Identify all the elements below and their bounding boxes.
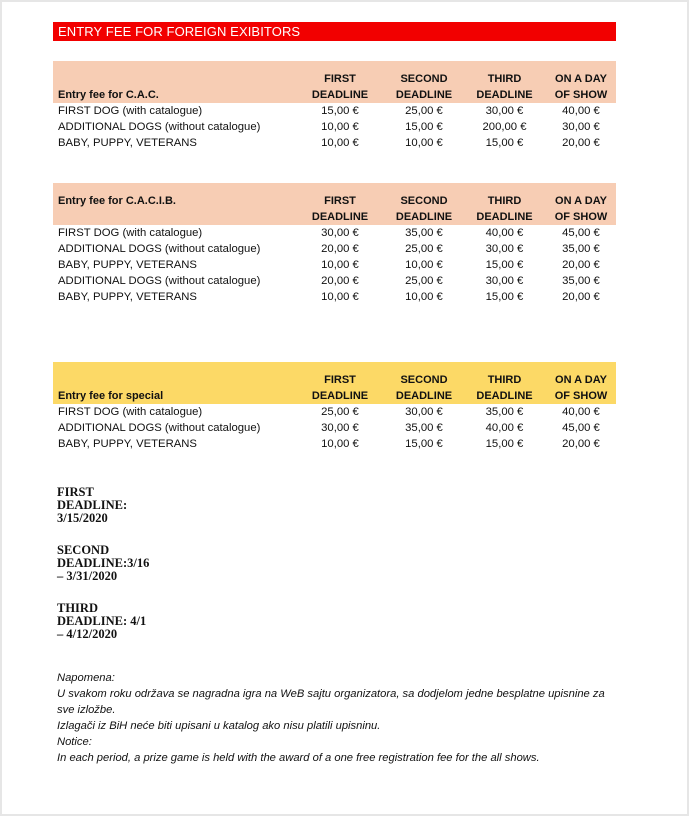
row-name: ADDITIONAL DOGS (without catalogue)	[58, 422, 261, 434]
deadline-line: THIRD	[57, 601, 98, 615]
col-show-line2: OF SHOW	[554, 211, 608, 223]
col-show-line2: OF SHOW	[554, 89, 608, 101]
header-pad-row	[53, 61, 616, 71]
col-first-line1: FIRST	[324, 73, 356, 85]
header-pad-row	[53, 183, 616, 193]
fee-second: 35,00 €	[405, 227, 443, 239]
col-show-line1: ON A DAY	[555, 195, 607, 207]
fee-second: 30,00 €	[405, 406, 443, 418]
col-second-line1: SECOND	[400, 195, 448, 207]
fee-third: 40,00 €	[485, 422, 524, 434]
header-row-1	[53, 193, 616, 209]
table-row	[53, 103, 616, 119]
row-name: FIRST DOG (with catalogue)	[58, 105, 203, 117]
header-row-2	[53, 388, 616, 404]
fee-show: 45,00 €	[562, 227, 600, 239]
fee-second: 10,00 €	[405, 137, 443, 149]
header-pad-row	[53, 362, 616, 372]
row-name: BABY, PUPPY, VETERANS	[58, 259, 197, 271]
col-third-line1: THIRD	[487, 73, 522, 85]
fee-third: 15,00 €	[485, 291, 524, 303]
fee-third: 15,00 €	[485, 438, 524, 450]
fee-table-cacib	[53, 183, 616, 305]
fee-first: 10,00 €	[321, 259, 359, 271]
deadline-line: DEADLINE: 4/1	[57, 614, 147, 628]
note-line: Izlagači iz BiH neće biti upisani u katalog ako nisu platili upisninu.	[57, 720, 381, 732]
deadline-line: SECOND	[57, 543, 110, 557]
fee-show: 30,00 €	[562, 121, 600, 133]
note-heading: Notice:	[57, 736, 92, 748]
deadline-line: – 4/12/2020	[57, 627, 118, 641]
col-third-line2: DEADLINE	[476, 211, 533, 223]
fee-show: 20,00 €	[562, 291, 600, 303]
fee-second: 10,00 €	[405, 259, 443, 271]
col-third-line1: THIRD	[487, 374, 522, 386]
col-first-line2: DEADLINE	[311, 390, 369, 402]
fee-show: 35,00 €	[562, 243, 600, 255]
note-line: In each period, a prize game is held with the award of a one free registration fee for the all shows.	[57, 752, 540, 764]
header-row-1	[53, 71, 616, 87]
col-third-line2: DEADLINE	[476, 89, 533, 101]
fee-show: 20,00 €	[562, 259, 600, 271]
fee-first: 10,00 €	[321, 137, 359, 149]
row-name: FIRST DOG (with catalogue)	[58, 406, 203, 418]
row-name: ADDITIONAL DOGS (without catalogue)	[58, 121, 261, 133]
deadline-first	[57, 486, 127, 525]
row-name: FIRST DOG (with catalogue)	[58, 227, 203, 239]
row-name: BABY, PUPPY, VETERANS	[58, 438, 197, 450]
col-second-line2: DEADLINE	[395, 211, 453, 223]
fee-third: 35,00 €	[485, 406, 524, 418]
fee-second: 10,00 €	[405, 291, 443, 303]
fee-first: 10,00 €	[321, 121, 359, 133]
fee-second: 25,00 €	[405, 243, 443, 255]
table-row	[53, 241, 616, 257]
note-heading: Napomena:	[57, 672, 115, 684]
deadline-line: – 3/31/2020	[57, 569, 118, 583]
table-row	[53, 289, 616, 305]
fee-first: 15,00 €	[321, 105, 359, 117]
fee-first: 25,00 €	[321, 406, 359, 418]
col-first-line1: FIRST	[324, 374, 356, 386]
table-row	[53, 119, 616, 135]
fee-first: 30,00 €	[321, 422, 359, 434]
fee-third: 30,00 €	[485, 275, 524, 287]
deadline-line: 3/15/2020	[57, 511, 108, 525]
table-label: Entry fee for C.A.C.	[58, 89, 159, 101]
row-name: BABY, PUPPY, VETERANS	[58, 137, 197, 149]
col-show-line2: OF SHOW	[554, 390, 608, 402]
fee-first: 20,00 €	[321, 275, 359, 287]
deadline-second	[57, 544, 149, 583]
note-line: U svakom roku održava se nagradna igra na WeB sajtu organizatora, sa dodjelom jedne besplatne upisnine za	[57, 688, 605, 700]
page-title: ENTRY FEE FOR FOREIGN EXIBITORS	[53, 22, 616, 41]
note-line: sve izložbe.	[57, 704, 116, 716]
fee-table-cac	[53, 61, 616, 151]
notes-section	[57, 670, 647, 766]
col-first-line2: DEADLINE	[311, 89, 369, 101]
fee-second: 15,00 €	[405, 438, 443, 450]
col-first-line1: FIRST	[324, 195, 356, 207]
fee-show: 45,00 €	[562, 422, 600, 434]
table-row	[53, 404, 616, 420]
fee-third: 30,00 €	[485, 243, 524, 255]
fee-second: 15,00 €	[405, 121, 443, 133]
header-row-1	[53, 372, 616, 388]
fee-show: 35,00 €	[562, 275, 600, 287]
fee-third: 15,00 €	[485, 259, 524, 271]
table-row	[53, 225, 616, 241]
fee-first: 30,00 €	[321, 227, 359, 239]
col-second-line1: SECOND	[400, 374, 448, 386]
deadline-line: FIRST	[57, 485, 94, 499]
deadline-line: DEADLINE:	[57, 498, 128, 512]
row-name: ADDITIONAL DOGS (without catalogue)	[58, 275, 261, 287]
table-row	[53, 436, 616, 452]
col-third-line1: THIRD	[487, 195, 522, 207]
fee-third: 40,00 €	[485, 227, 524, 239]
deadline-line: DEADLINE:3/16	[57, 556, 150, 570]
col-show-line1: ON A DAY	[555, 73, 607, 85]
deadline-third	[57, 602, 146, 641]
row-name: ADDITIONAL DOGS (without catalogue)	[58, 243, 261, 255]
col-second-line1: SECOND	[400, 73, 448, 85]
fee-show: 40,00 €	[562, 406, 600, 418]
col-show-line1: ON A DAY	[555, 374, 607, 386]
col-second-line2: DEADLINE	[395, 390, 453, 402]
row-name: BABY, PUPPY, VETERANS	[58, 291, 197, 303]
fee-first: 10,00 €	[321, 291, 359, 303]
fee-third: 200,00 €	[482, 121, 527, 133]
fee-show: 40,00 €	[562, 105, 600, 117]
fee-table-special	[53, 362, 616, 452]
table-row	[53, 273, 616, 289]
fee-third: 30,00 €	[485, 105, 524, 117]
col-first-line2: DEADLINE	[311, 211, 369, 223]
fee-second: 35,00 €	[405, 422, 443, 434]
table-row	[53, 420, 616, 436]
table-label: Entry fee for special	[58, 390, 164, 402]
table-row	[53, 135, 616, 151]
fee-first: 10,00 €	[321, 438, 359, 450]
col-third-line2: DEADLINE	[476, 390, 533, 402]
fee-show: 20,00 €	[562, 438, 600, 450]
header-row-2	[53, 87, 616, 103]
fee-first: 20,00 €	[321, 243, 359, 255]
table-label: Entry fee for C.A.C.I.B.	[58, 195, 176, 207]
fee-third: 15,00 €	[485, 137, 524, 149]
fee-second: 25,00 €	[405, 105, 443, 117]
fee-show: 20,00 €	[562, 137, 600, 149]
table-row	[53, 257, 616, 273]
col-second-line2: DEADLINE	[395, 89, 453, 101]
fee-second: 25,00 €	[405, 275, 443, 287]
header-row-2	[53, 209, 616, 225]
